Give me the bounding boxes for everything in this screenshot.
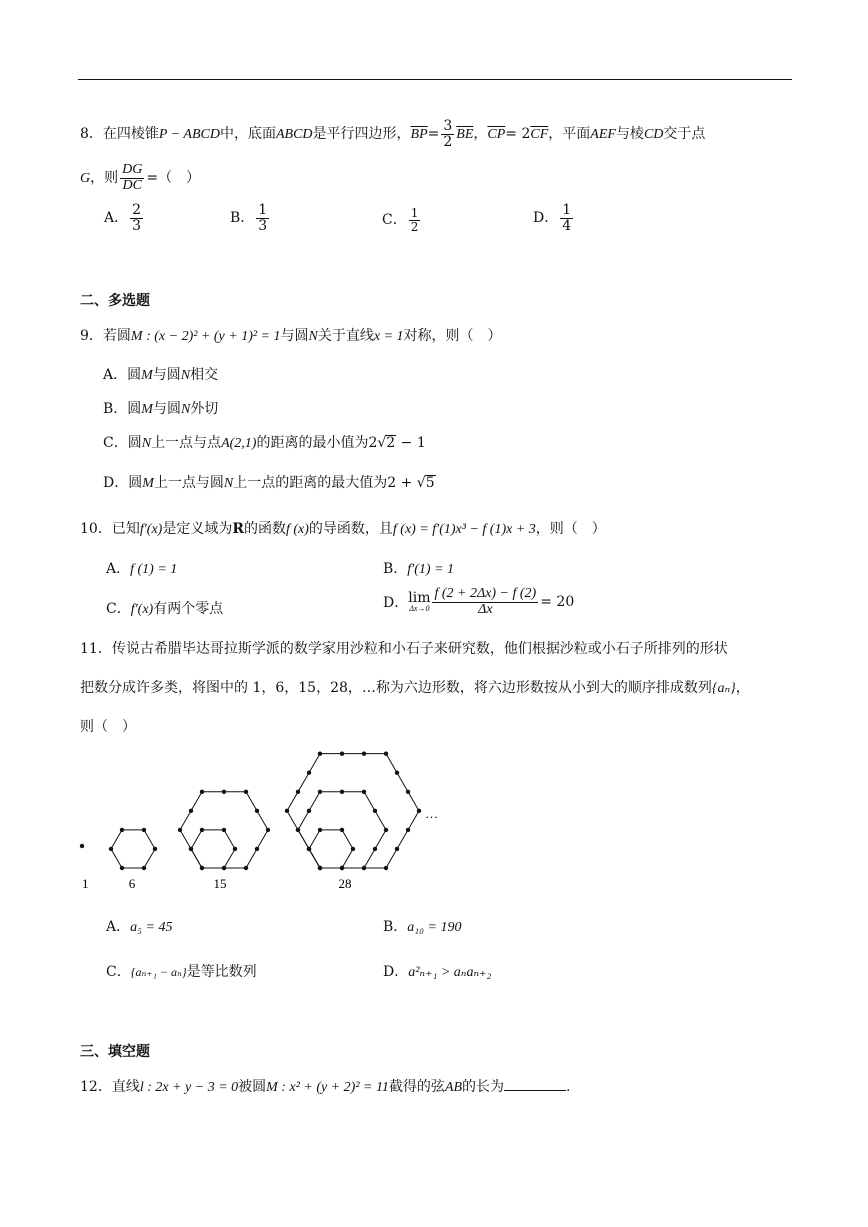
option-label: C． <box>382 212 407 229</box>
dot <box>255 847 259 851</box>
dot <box>384 751 388 755</box>
option-sqrt: 2 <box>386 435 396 451</box>
dq-den: Δx <box>478 601 493 617</box>
difference-quotient <box>432 587 538 617</box>
option-label: B． <box>230 210 255 227</box>
hexagon-figure-28 <box>285 751 421 870</box>
option-math: N <box>141 436 152 451</box>
dot <box>244 866 248 870</box>
option-math: − 1 <box>396 435 426 451</box>
dot <box>384 866 388 870</box>
option-fraction <box>256 203 269 233</box>
option-text: 上一点与点 <box>151 435 222 451</box>
q10-stem <box>80 518 606 538</box>
q8-pyramid: P − ABCD <box>158 127 220 143</box>
option-label: D． <box>103 475 129 491</box>
hexagon-outline <box>191 830 235 868</box>
q8-fraction-num: 3 <box>443 118 453 134</box>
dot <box>362 751 366 755</box>
q11-line2 <box>80 677 750 697</box>
q8-vector-cp: $\overline{CP}$ <box>487 127 506 143</box>
limit-word: lim <box>408 590 431 607</box>
option-text: 的距离的最小值为 <box>256 435 369 451</box>
dot <box>244 790 248 794</box>
dot <box>80 844 84 848</box>
option-text: 有两个零点 <box>153 601 224 617</box>
q11-option-c <box>106 961 257 981</box>
q10-text: 的函数 <box>243 521 286 537</box>
dot <box>340 866 344 870</box>
q12-text: 的长为 <box>462 1079 505 1095</box>
dq-num: f (2 + 2Δx) − f (2) <box>434 586 537 601</box>
dot <box>395 847 399 851</box>
figure-label-6: 6 <box>128 876 136 891</box>
option-label: B． <box>383 919 408 935</box>
dot <box>142 828 146 832</box>
q12-stem <box>80 1076 571 1096</box>
option-math: 2 + <box>387 475 417 491</box>
option-label: D． <box>533 210 559 227</box>
q8-option-a <box>104 203 145 233</box>
dot <box>233 847 237 851</box>
option-text: 圆 <box>127 367 142 383</box>
q12-text: . <box>566 1079 571 1095</box>
q8-fraction <box>441 119 454 149</box>
option-label: D． <box>383 595 409 612</box>
section-heading-fill: 三、填空题 <box>80 1044 150 1060</box>
q9-option-a <box>103 364 218 384</box>
answer-blank[interactable] <box>504 1078 566 1091</box>
dot <box>318 790 322 794</box>
figure-ellipsis: … <box>425 806 438 821</box>
dot <box>200 790 204 794</box>
q9-text: 若圆 <box>102 328 131 344</box>
figure-label-1: 1 <box>82 876 89 891</box>
q11-option-d <box>383 961 491 981</box>
option-math: {aₙ₊₁ − aₙ} <box>130 965 187 979</box>
q9-text: 关于直线 <box>317 328 374 344</box>
q10-text: 的导函数，且 <box>308 521 393 537</box>
dot <box>189 809 193 813</box>
dot <box>222 828 226 832</box>
option-label: D． <box>383 964 409 980</box>
dot <box>373 809 377 813</box>
option-math: a₅ = 45 <box>130 920 173 935</box>
option-math: f (1) = 1 <box>130 562 178 577</box>
option-label: C． <box>106 601 131 617</box>
q12-line: l : 2x + y − 3 = 0 <box>139 1080 239 1095</box>
dot <box>255 809 259 813</box>
q10-text: ，则（ ） <box>535 521 606 537</box>
dot <box>340 790 344 794</box>
q10-reals: R <box>232 521 244 537</box>
option-math: M <box>141 368 153 383</box>
dot <box>417 809 421 813</box>
option-math: N <box>180 402 191 417</box>
dot <box>109 847 113 851</box>
q8-option-b <box>230 203 271 233</box>
q10-option-c <box>106 598 223 618</box>
q10-equation: f (x) = f′(1)x³ − f (1)x + 3 <box>392 522 536 537</box>
q8-fraction-den: 2 <box>443 133 453 150</box>
dot <box>318 866 322 870</box>
option-fraction <box>560 203 573 233</box>
dot <box>285 809 289 813</box>
q12-chord: AB <box>444 1080 463 1095</box>
q8-base: ABCD <box>275 127 313 143</box>
q8-ratio <box>120 163 144 193</box>
option-text: 上一点与圆 <box>153 475 224 491</box>
dot <box>296 790 300 794</box>
q11-option-a <box>106 916 172 936</box>
dot <box>340 751 344 755</box>
option-text: 圆 <box>127 435 142 451</box>
figure-label-28: 28 <box>338 876 352 891</box>
option-math: = 20 <box>540 594 575 611</box>
q8-text: 交于点 <box>663 126 706 143</box>
q9-line: x = 1 <box>373 329 404 344</box>
q8-ratio-num: DG <box>122 162 143 177</box>
q10-text: 已知 <box>111 521 140 537</box>
option-text: 与圆 <box>152 367 181 383</box>
q12-text: 截得的弦 <box>388 1079 445 1095</box>
q11-sequence: {aₙ} <box>711 681 736 696</box>
q11-text: 把数分成许多类，将图中的 1，6，15，28，…称为六边形数，将六边形数按从小到大的顺序排成数列 <box>80 680 712 696</box>
option-math: f′(1) = 1 <box>407 562 455 577</box>
option-label: A． <box>103 367 128 383</box>
q8-plane: AEF <box>590 127 616 143</box>
option-den: 3 <box>258 217 268 234</box>
dot <box>153 847 157 851</box>
q8-vector-bp: $\overline{BP}$ <box>410 127 428 143</box>
dot <box>373 847 377 851</box>
option-den: 2 <box>410 219 419 234</box>
dot <box>406 828 410 832</box>
q8-line2 <box>80 163 200 193</box>
option-den: 4 <box>562 217 572 234</box>
dot <box>362 866 366 870</box>
dot <box>307 847 311 851</box>
dot <box>200 828 204 832</box>
dot <box>222 790 226 794</box>
q9-circle-m: M : (x − 2)² + (y + 1)² = 1 <box>130 329 281 344</box>
option-sqrt: 5 <box>425 475 435 491</box>
q10-math: f′(x) <box>139 522 163 537</box>
option-math: A(2,1) <box>221 436 257 451</box>
q8-eq2: = 2 <box>505 126 531 143</box>
hexagon-outline <box>309 830 353 868</box>
dot <box>362 790 366 794</box>
q8-text: 在四棱锥 <box>102 126 159 143</box>
option-text: 与圆 <box>152 401 181 417</box>
dot <box>200 866 204 870</box>
q8-paren: =（ ） <box>146 170 201 187</box>
option-text: 圆 <box>127 401 142 417</box>
q8-option-c <box>382 207 422 233</box>
option-label: B． <box>103 401 128 417</box>
q12-text: 被圆 <box>238 1079 267 1095</box>
hexagon-figure-15 <box>178 790 270 871</box>
dot <box>178 828 182 832</box>
dot <box>318 751 322 755</box>
q9-number: 9． <box>80 328 103 344</box>
header-rule <box>78 79 792 80</box>
option-text: 是等比数列 <box>186 964 257 980</box>
q8-text: 是平行四边形， <box>312 126 411 143</box>
option-den: 3 <box>132 217 142 234</box>
dot <box>142 866 146 870</box>
option-text: 上一点的距离的最大值为 <box>233 475 388 491</box>
q8-vector-be: $\overline{BE}$ <box>456 127 474 143</box>
q12-circle: M : x² + (y + 2)² = 11 <box>266 1080 389 1095</box>
option-math: M <box>142 476 154 491</box>
hexagon-figure-1 <box>80 844 84 848</box>
q11-line1: 11．传说古希腊毕达哥拉斯学派的数学家用沙粒和小石子来研究数，他们根据沙粒或小石子所排列的形状 <box>80 641 728 657</box>
q8-vector-cf: $\overline{CF}$ <box>530 127 549 143</box>
option-label: A． <box>106 561 131 577</box>
option-label: A． <box>104 210 129 227</box>
dot <box>266 828 270 832</box>
option-math: M <box>141 402 153 417</box>
dot <box>189 847 193 851</box>
dot <box>222 866 226 870</box>
q8-number: 8． <box>80 126 103 143</box>
hexagonal-numbers-figure <box>70 740 450 900</box>
dot <box>351 847 355 851</box>
hexagon-figure-6 <box>109 828 157 871</box>
q12-text: 直线 <box>111 1079 140 1095</box>
dot <box>406 790 410 794</box>
option-text: 外切 <box>190 401 219 417</box>
option-label: C． <box>106 964 131 980</box>
option-num: 1 <box>562 202 572 218</box>
q8-text: ，平面 <box>548 126 591 143</box>
option-math: 2 <box>368 435 378 451</box>
q9-option-b <box>103 398 218 418</box>
section-heading-multi: 二、多选题 <box>80 293 150 309</box>
option-text: 圆 <box>128 475 143 491</box>
option-label: C． <box>103 435 128 451</box>
q8-option-d <box>533 203 575 233</box>
dot <box>318 828 322 832</box>
limit <box>408 591 430 613</box>
q9-text: 与圆 <box>280 328 309 344</box>
dot <box>120 828 124 832</box>
q10-number: 10． <box>80 521 112 537</box>
option-num: 1 <box>410 206 419 220</box>
limit-sub: Δx→0 <box>409 604 430 614</box>
q8-line1 <box>80 119 705 149</box>
q9-text: 对称，则（ ） <box>403 328 502 344</box>
q9-circle-n: N <box>308 329 318 344</box>
q10-option-a <box>106 558 177 578</box>
dot <box>296 828 300 832</box>
q8-sep: ， <box>473 126 488 143</box>
figure-label-15: 15 <box>213 876 227 891</box>
dot <box>395 771 399 775</box>
option-fraction <box>130 203 143 233</box>
option-label: A． <box>106 919 131 935</box>
q8-text: 中，底面 <box>219 126 276 143</box>
q8-text: 与棱 <box>615 126 644 143</box>
q8-point-g: G <box>80 171 91 187</box>
option-math: a₁₀ = 190 <box>407 920 462 935</box>
q8-edge: CD <box>643 127 664 143</box>
q9-stem <box>80 325 502 345</box>
q10-math: f (x) <box>285 522 309 537</box>
dot <box>340 828 344 832</box>
q11-option-b <box>383 916 461 936</box>
q9-option-d: D．圆M上一点与圆N上一点的距离的最大值为2 + √5 <box>103 475 435 491</box>
option-label: B． <box>383 561 408 577</box>
q11-line3: 则（ ） <box>80 719 136 735</box>
option-math: N <box>223 476 234 491</box>
q11-text: ， <box>735 680 750 696</box>
q10-text: 是定义域为 <box>162 521 233 537</box>
dot <box>307 771 311 775</box>
q8-ratio-den: DC <box>122 177 142 193</box>
dot <box>384 828 388 832</box>
option-math: f′(x) <box>130 602 154 617</box>
q8-text: ，则 <box>90 170 119 187</box>
option-num: 1 <box>258 202 268 218</box>
q10-option-d <box>383 587 574 617</box>
option-fraction <box>409 207 421 233</box>
option-math: a²ₙ₊₁ > aₙaₙ₊₂ <box>408 965 492 980</box>
option-math: N <box>180 368 191 383</box>
q9-option-c: C．圆N上一点与点A(2,1)的距离的最小值为2√2 − 1 <box>103 435 426 451</box>
q12-number: 12． <box>80 1079 112 1095</box>
option-text: 相交 <box>190 367 219 383</box>
dot <box>307 809 311 813</box>
q8-eq: = <box>427 126 440 143</box>
hexagon-outline <box>111 830 155 868</box>
dot <box>120 866 124 870</box>
q10-option-b <box>383 558 454 578</box>
option-num: 2 <box>132 202 142 218</box>
